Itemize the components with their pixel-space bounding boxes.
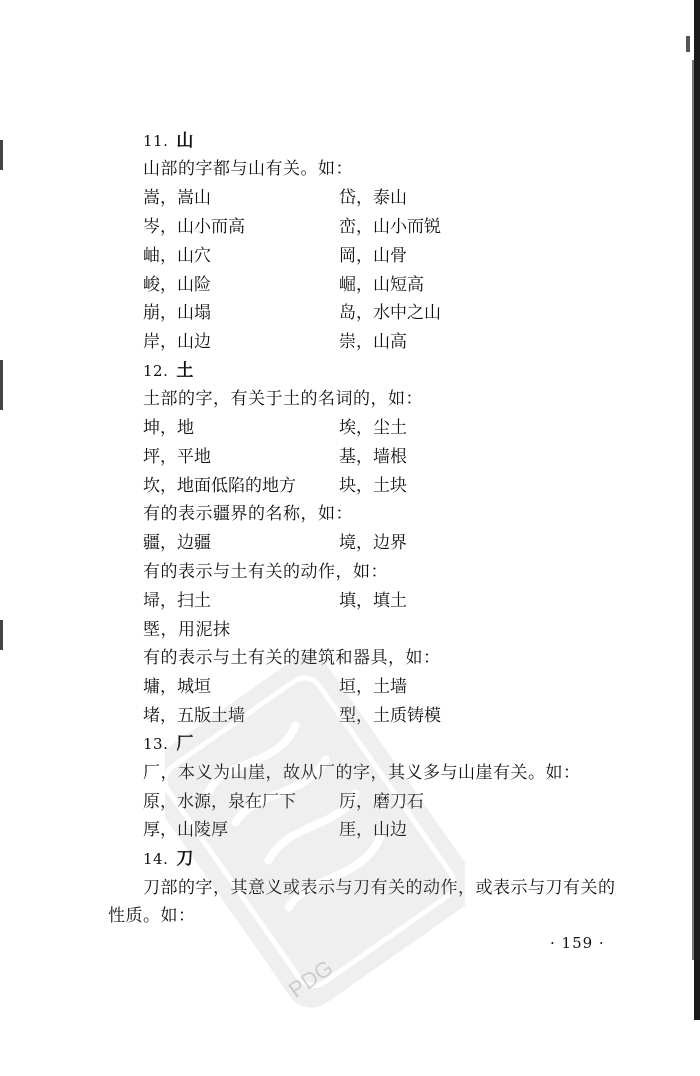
watermark-text: PDG — [283, 954, 338, 1003]
example-right: 基，墙根 — [339, 447, 407, 467]
example-left: 坎，地面低陷的地方 — [143, 476, 296, 496]
section-heading-11 — [143, 130, 194, 152]
example-left: 堵，五版土墙 — [143, 706, 245, 726]
section-intro: 土部的字，有关于土的名词的，如： — [143, 389, 423, 409]
example-right: 境，边界 — [339, 533, 407, 553]
example-right: 厓，山边 — [339, 820, 407, 840]
section-radical: 刀 — [176, 849, 194, 869]
section-intro: 厂，本义为山崖，故从厂的字，其义多与山崖有关。如： — [143, 763, 581, 783]
page-number: · 159 · — [550, 934, 605, 952]
example-right: 崛，山短高 — [339, 275, 424, 295]
example-right: 填，填土 — [339, 591, 407, 611]
section-number: 11. — [143, 132, 169, 150]
example-right: 岱，泰山 — [339, 188, 407, 208]
section-number: 12. — [143, 362, 169, 380]
section-radical: 厂 — [176, 734, 194, 754]
scan-mark-left — [0, 620, 3, 650]
section-number: 13. — [143, 735, 169, 753]
section-subintro: 有的表示与土有关的动作，如： — [143, 562, 388, 582]
binding-shadow — [692, 60, 694, 960]
example-left: 岫，山穴 — [143, 246, 211, 266]
section-radical: 土 — [176, 361, 194, 381]
example-right: 岛，水中之山 — [339, 303, 441, 323]
example-left: 岑，山小而高 — [143, 217, 245, 237]
binding-edge — [694, 0, 700, 1020]
example-left: 原，水源，泉在厂下 — [143, 792, 296, 812]
example-left: 疆，边疆 — [143, 533, 211, 553]
scan-mark-left — [0, 360, 3, 410]
section-subintro: 有的表示疆界的名称，如： — [143, 504, 353, 524]
example-right: 垣，土墙 — [339, 677, 407, 697]
example-right: 型，土质铸模 — [339, 706, 441, 726]
example-left: 岸，山边 — [143, 332, 211, 352]
section-subintro: 有的表示与土有关的建筑和器具，如： — [143, 648, 441, 668]
section-heading-14 — [143, 848, 194, 870]
example-left: 墉，城垣 — [143, 677, 211, 697]
example-right: 厉，磨刀石 — [339, 792, 424, 812]
section-intro: 山部的字都与山有关。如： — [143, 159, 353, 179]
example-right: 峦，山小而锐 — [339, 217, 441, 237]
example-right: 块，土块 — [339, 476, 407, 496]
section-intro-line2: 性质。如： — [108, 906, 196, 926]
example-right: 埃，尘土 — [339, 418, 407, 438]
example-left: 厚，山陵厚 — [143, 820, 228, 840]
section-radical: 山 — [176, 131, 194, 151]
example-right: 崇，山高 — [339, 332, 407, 352]
example-right: 岡，山骨 — [339, 246, 407, 266]
section-heading-13 — [143, 733, 194, 755]
section-intro-line1: 刀部的字，其意义或表示与刀有关的动作，或表示与刀有关的 — [143, 878, 616, 898]
example-left: 峻，山险 — [143, 275, 211, 295]
example-left: 坤，地 — [143, 418, 194, 438]
example-left: 坪，平地 — [143, 447, 211, 467]
section-number: 14. — [143, 850, 169, 868]
scan-mark-left — [0, 140, 3, 170]
section-heading-12 — [143, 360, 194, 382]
scan-mark — [686, 36, 690, 52]
example-single: 塈，用泥抹 — [143, 620, 231, 640]
example-left: 崩，山塌 — [143, 303, 211, 323]
example-left: 嵩，嵩山 — [143, 188, 211, 208]
example-left: 埽，扫土 — [143, 591, 211, 611]
